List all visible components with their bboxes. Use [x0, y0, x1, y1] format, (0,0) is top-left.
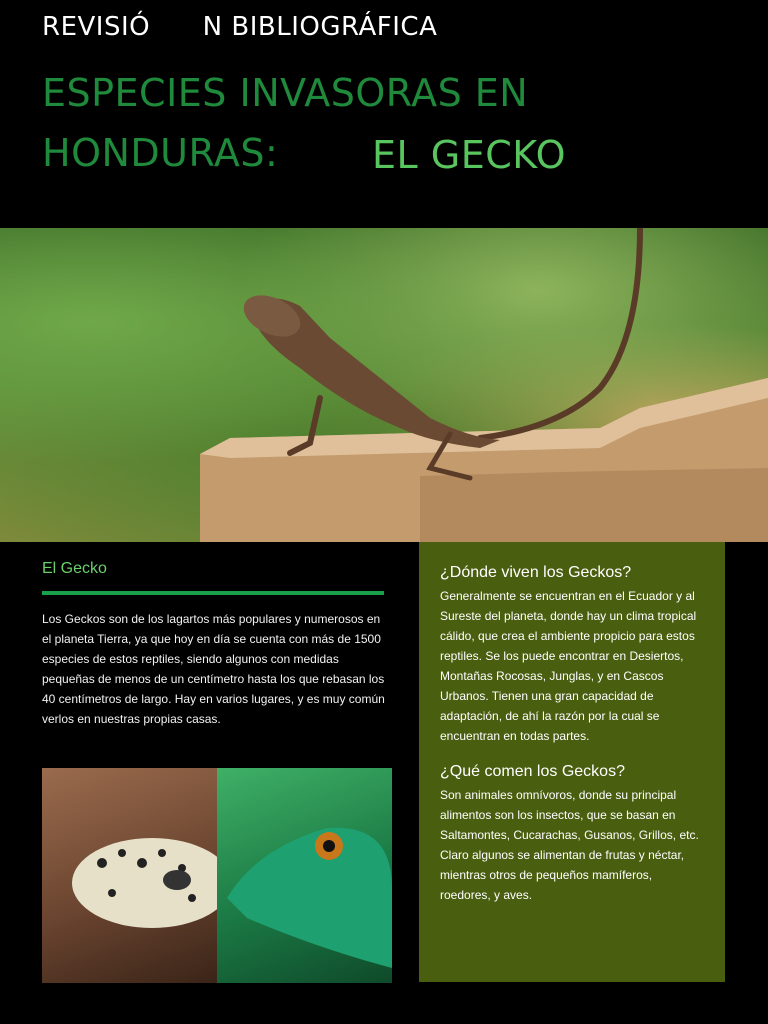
leopard-gecko-spot	[137, 858, 147, 868]
hero-photo-lizard	[0, 228, 768, 542]
kicker-heading: REVISIÓ N BIBLIOGRÁFICA	[42, 12, 438, 42]
green-lizard-head	[227, 828, 392, 968]
question-diet: ¿Qué comen los Geckos?	[440, 763, 625, 780]
left-column	[42, 542, 388, 729]
leopard-gecko-head	[72, 838, 217, 928]
section-rule	[42, 591, 384, 595]
green-lizard-illustration	[217, 768, 392, 983]
green-lizard-photo	[217, 768, 392, 983]
leopard-gecko-eye	[163, 870, 191, 890]
lizard-illustration	[0, 228, 768, 542]
leopard-gecko-spot	[158, 849, 166, 857]
section-title: El Gecko	[42, 560, 107, 577]
gecko-photo-pair	[42, 768, 392, 983]
intro-paragraph: Los Geckos son de los lagartos más populares y numerosos en el planeta Tierra, ya que hoy en día se cuenta con más de 1500 especies de estos reptiles, siendo algunos con medidas pequeñas de menos de un centímetro hasta los que rebasan los 40 centímetros de largo. Hay en varios lugares, y es muy común verlos en nuestras propias casas.	[42, 612, 385, 726]
answer-habitat: Generalmente se encuentran en el Ecuador y al Sureste del planeta, donde hay un clima tropical cálido, que crea el ambiente propicio para estos reptiles. Se los puede encontrar en Desiertos, Montañas Rocosas, Junglas, y en Cascos Urbanos. Tienen una gran capacidad de adaptación, de ahí la razón por la cual se encuentran en todas partes.	[440, 589, 697, 743]
green-lizard-pupil	[323, 840, 335, 852]
title-line-1: ESPECIES INVASORAS EN	[42, 71, 529, 115]
leopard-gecko-spot	[118, 849, 126, 857]
info-panel	[419, 542, 725, 982]
answer-diet: Son animales omnívoros, donde su principal alimentos son los insectos, que se basan en Saltamontes, Cucarachas, Gusanos, Grillos, etc. Claro algunos se alimentan de frutas y néctar, mientras otros de pequeños mamíferos, roedores, y aves.	[440, 788, 699, 902]
leopard-gecko-spot	[108, 889, 116, 897]
question-habitat: ¿Dónde viven los Geckos?	[440, 564, 632, 581]
leopard-gecko-photo	[42, 768, 217, 983]
leopard-gecko-illustration	[42, 768, 217, 983]
leopard-gecko-spot	[97, 858, 107, 868]
title-line-2: HONDURAS:	[42, 131, 279, 175]
lizard-tail	[480, 228, 640, 438]
page-title	[42, 68, 566, 178]
leopard-gecko-spot	[188, 894, 196, 902]
title-accent: EL GECKO	[372, 133, 566, 177]
